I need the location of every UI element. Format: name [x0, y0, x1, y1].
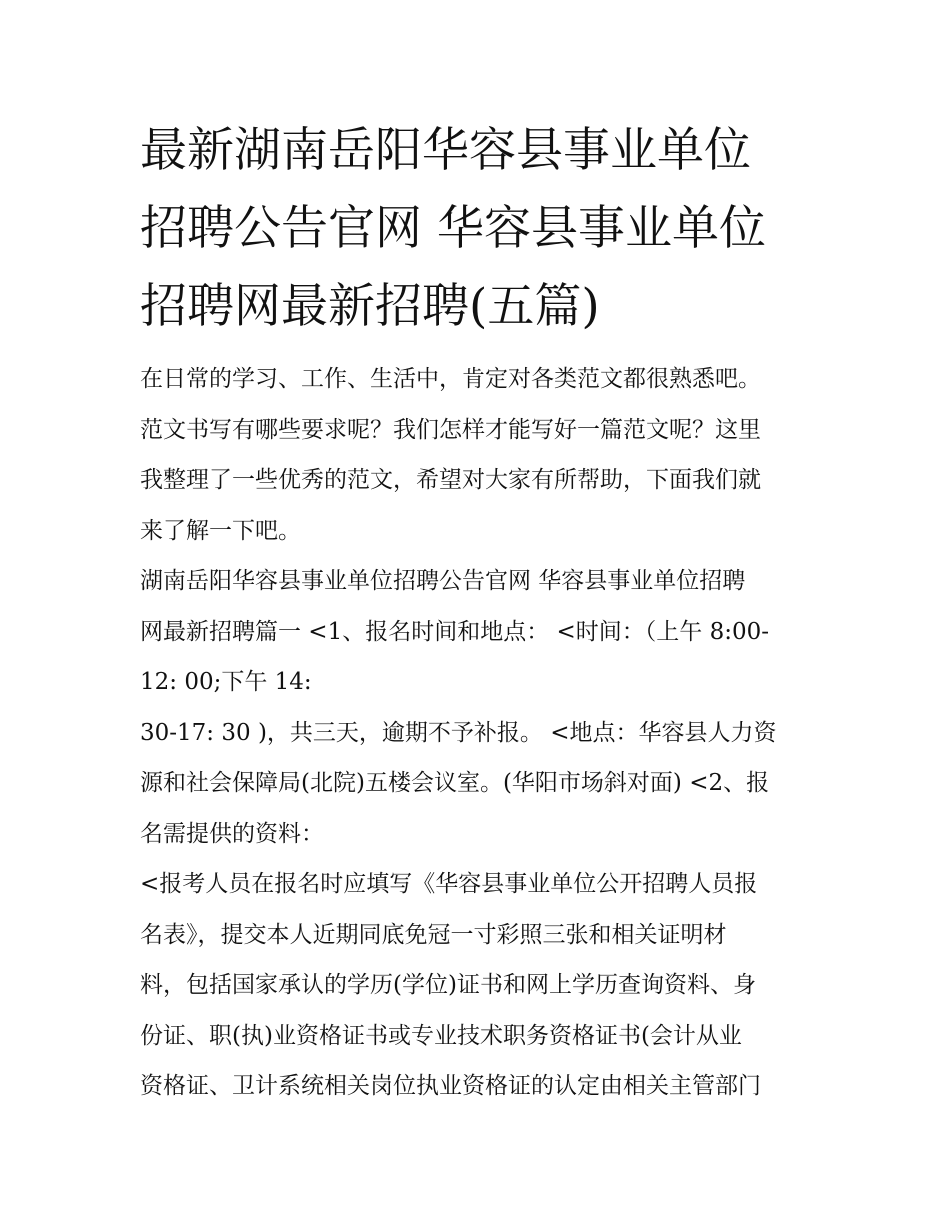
- paragraph-list: [140, 354, 820, 1112]
- document-title: 最新湖南岳阳华容县事业单位 招聘公告官网 华容县事业单位 招聘网最新招聘(五篇): [140, 123, 766, 334]
- paragraph-intro: 在日常的学习、工作、生活中，肯定对各类范文都很熟悉吧。 范文书写有哪些要求呢？我们怎样才能写好一篇范文呢？这里 我整理了一些优秀的范文，希望对大家有所帮助，下面我们就 来了解一下吧。: [140, 366, 761, 544]
- paragraph-required-materials: <报考人员在报名时应填写《华容县事业单位公开招聘人员报 名表》，提交本人近期同底免冠一寸彩照三张和相关证明材 料，包括国家承认的学历(学位)证书和网上学历查询资料、身 份证、职(执)业资格证书或专业技术职务资格证书(会计从业 资格证、卫计系统相关岗位执业资格证的认定由相关主管部门: [140, 871, 761, 1099]
- paragraph-registration-place: 30-17: 30 )，共三天，逾期不予补报。 <地点：华容县人力资 源和社会保障局(北院)五楼会议室。(华阳市场斜对面) <2、报 名需提供的资料：: [140, 719, 777, 847]
- paragraph-registration-time: 湖南岳阳华容县事业单位招聘公告官网 华容县事业单位招聘 网最新招聘篇一 <1、报名时间和地点： <时间：（上午 8:00- 12: 00;下午 14:: [140, 568, 770, 695]
- document-body: [140, 112, 820, 1112]
